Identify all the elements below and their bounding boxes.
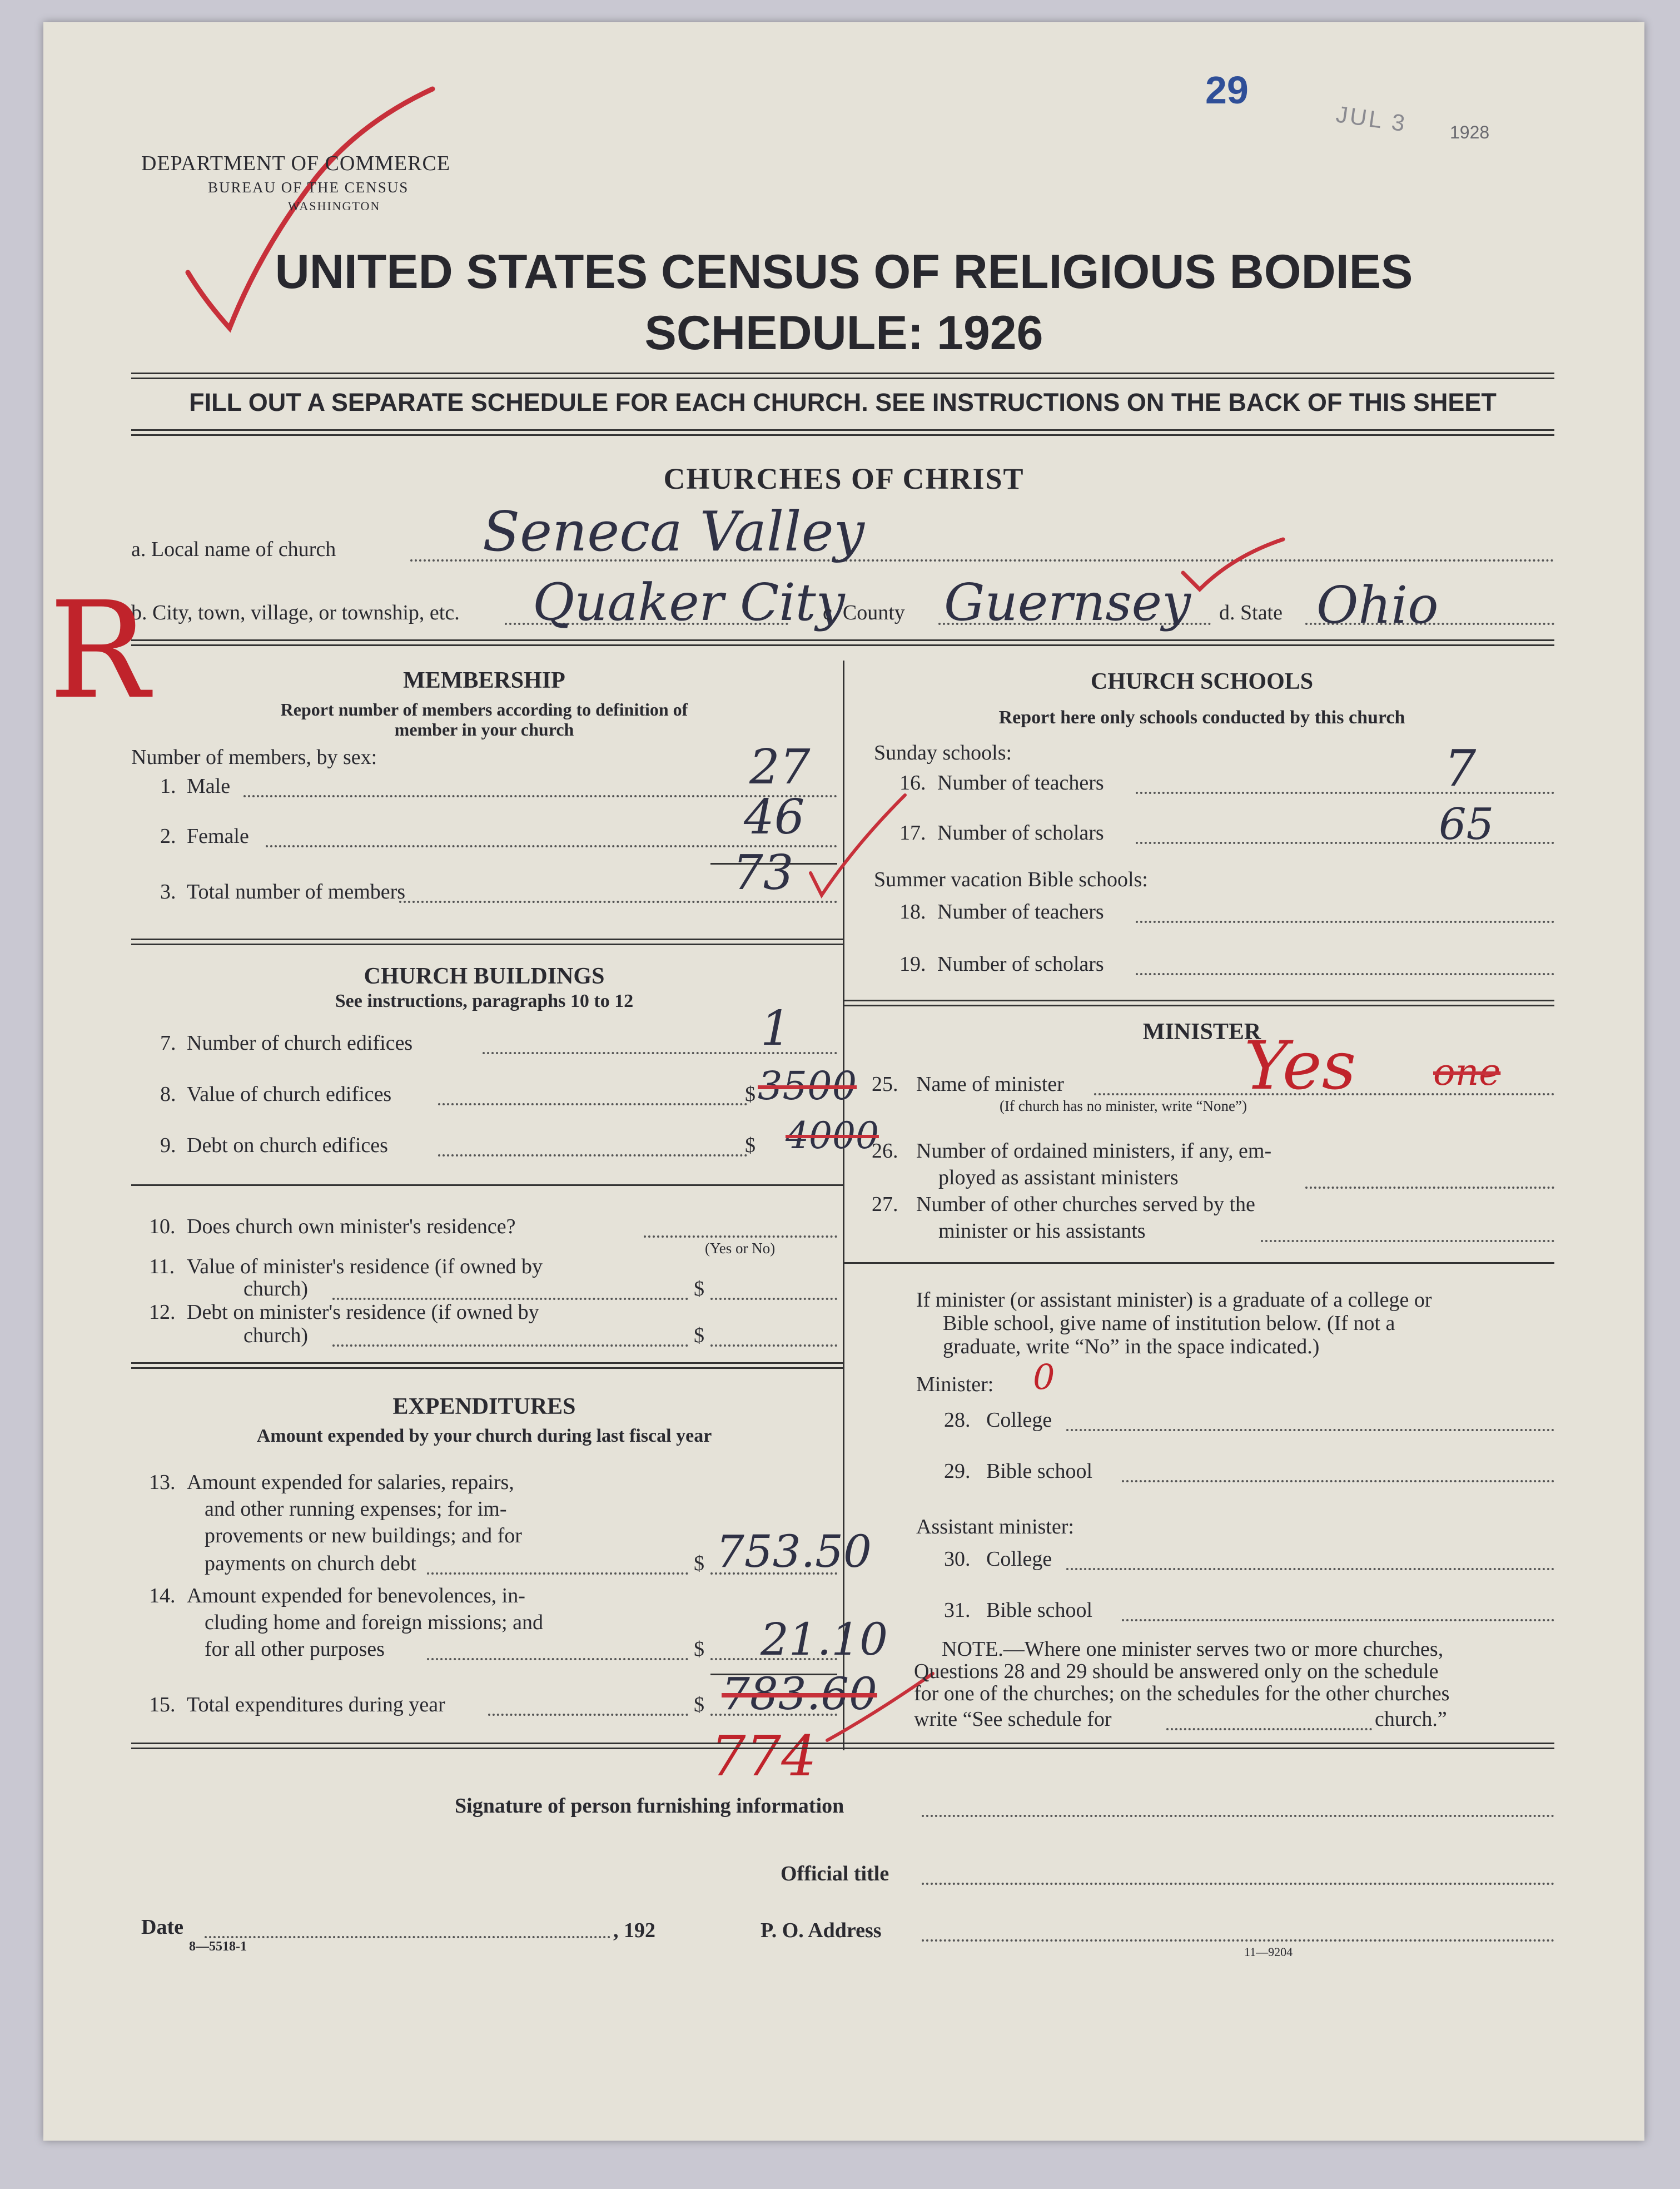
- church-city-label: b. City, town, village, or township, etc.: [131, 601, 460, 624]
- signature-label: Signature of person furnishing information: [455, 1794, 844, 1818]
- q30-line[interactable]: [1066, 1568, 1554, 1570]
- church-state-label: d. State: [1219, 601, 1283, 624]
- stamp-year: 1928: [1450, 122, 1490, 142]
- note-line-3: for one of the churches; on the schedules for the other churches: [914, 1682, 1450, 1705]
- church-state-value: Ohio: [1316, 575, 1439, 635]
- po-address-line[interactable]: [922, 1939, 1554, 1942]
- q16-value: 7: [1444, 739, 1477, 798]
- q10-line[interactable]: [644, 1235, 837, 1238]
- q26-num: 26.: [872, 1139, 898, 1163]
- schools-sub: Report here only schools conducted by this church: [998, 707, 1405, 728]
- q14-line-1: Amount expended for benevolences, in-: [187, 1584, 525, 1607]
- church-county-label: c. County: [823, 601, 905, 624]
- minister-heading: MINISTER: [1142, 1019, 1261, 1045]
- q14-num: 14.: [149, 1584, 176, 1607]
- assistant-minister-label: Assistant minister:: [916, 1515, 1074, 1538]
- edifice-debt-label: Debt on church edifices: [187, 1134, 388, 1157]
- q13-num: 13.: [149, 1471, 176, 1494]
- q11-dollar: $: [694, 1277, 704, 1301]
- q17-value: 65: [1439, 800, 1494, 850]
- q10-num: 10.: [149, 1215, 176, 1238]
- date-line[interactable]: [205, 1936, 610, 1938]
- q29-label: Bible school: [986, 1460, 1093, 1483]
- form-number: 8—5518-1: [189, 1939, 247, 1954]
- q30-label: College: [986, 1547, 1052, 1571]
- edifices-value: 1: [761, 1001, 791, 1056]
- q27-line[interactable]: [1261, 1240, 1554, 1242]
- title-rule: [131, 373, 1554, 379]
- edifice-value-num: 8.: [160, 1083, 176, 1106]
- male-value: 27: [749, 739, 811, 795]
- q27-label-2: minister or his assistants: [938, 1219, 1146, 1243]
- sunday-schools-label: Sunday schools:: [874, 741, 1012, 765]
- q14-line-2: cluding home and foreign missions; and: [205, 1611, 543, 1634]
- q10-label: Does church own minister's residence?: [187, 1215, 516, 1238]
- membership-rule: [131, 939, 843, 945]
- note-schedule-line[interactable]: [1166, 1728, 1372, 1730]
- edifices-label: Number of church edifices: [187, 1031, 413, 1055]
- official-title-label: Official title: [781, 1862, 889, 1885]
- q13-line-2: and other running expenses; for im-: [205, 1497, 507, 1521]
- membership-sub-1: Report number of members according to definition of: [280, 699, 688, 719]
- total-members-label: Total number of members: [187, 880, 406, 904]
- q19-num: 19.: [899, 952, 926, 976]
- form-schedule-year: SCHEDULE: 1926: [644, 306, 1043, 360]
- expenditures-sub: Amount expended by your church during last fiscal year: [256, 1426, 712, 1446]
- q13-line-4: payments on church debt: [205, 1552, 416, 1575]
- female-num: 2.: [160, 825, 176, 848]
- residence-rule: [131, 1362, 843, 1369]
- grad-instructions-3: graduate, write “No” in the space indicated.): [943, 1335, 1320, 1358]
- minister-label: Minister:: [916, 1373, 994, 1396]
- edifice-debt-value: 4000: [786, 1114, 879, 1157]
- grad-instructions-1: If minister (or assistant minister) is a graduate of a college or: [916, 1288, 1432, 1312]
- denomination-title: CHURCHES OF CHRIST: [663, 462, 1025, 495]
- q25-num: 25.: [872, 1073, 898, 1096]
- note-line-2: Questions 28 and 29 should be answered only on the schedule: [914, 1660, 1439, 1683]
- expenditures-heading: EXPENDITURES: [392, 1394, 576, 1419]
- note-church: church.”: [1375, 1707, 1447, 1731]
- buildings-heading: CHURCH BUILDINGS: [364, 964, 605, 989]
- date-label: Date: [141, 1915, 183, 1939]
- official-title-line[interactable]: [922, 1883, 1554, 1885]
- signature-line[interactable]: [922, 1815, 1554, 1817]
- church-county-value: Guernsey: [944, 573, 1191, 632]
- edifice-value-dollar: $: [745, 1083, 755, 1106]
- q12-label-2: church): [243, 1324, 309, 1347]
- summer-schools-label: Summer vacation Bible schools:: [874, 868, 1148, 891]
- q13-dollar: $: [694, 1552, 704, 1575]
- red-tick-county: [1177, 534, 1289, 600]
- form-title: UNITED STATES CENSUS OF RELIGIOUS BODIES: [275, 245, 1413, 299]
- edifice-value-line[interactable]: [438, 1103, 747, 1105]
- q13-value: 753.50: [716, 1526, 872, 1577]
- print-code: 11—9204: [1244, 1945, 1293, 1959]
- q14-line-3: for all other purposes: [205, 1637, 385, 1661]
- q12-label-1: Debt on minister's residence (if owned by: [187, 1301, 539, 1324]
- q16-num: 16.: [899, 771, 926, 795]
- edifice-debt-line[interactable]: [438, 1154, 747, 1156]
- q31-line[interactable]: [1122, 1619, 1554, 1621]
- q28-label: College: [986, 1408, 1052, 1432]
- q14-dollar: $: [694, 1637, 704, 1661]
- q16-label: Number of teachers: [937, 771, 1104, 795]
- q19-label: Number of scholars: [937, 952, 1104, 976]
- female-label: Female: [187, 825, 249, 848]
- red-check-members: [805, 790, 916, 912]
- minister-rule: [844, 1262, 1554, 1264]
- female-value: 46: [744, 790, 805, 845]
- q15-dollar: $: [694, 1693, 704, 1716]
- q15-num: 15.: [149, 1693, 176, 1716]
- q18-label: Number of teachers: [937, 900, 1104, 924]
- male-label: Male: [187, 775, 231, 798]
- edifice-debt-num: 9.: [160, 1134, 176, 1157]
- department-name: DEPARTMENT OF COMMERCE: [141, 152, 451, 175]
- q26-label-1: Number of ordained ministers, if any, em-: [916, 1139, 1272, 1163]
- buildings-rule: [131, 1184, 843, 1186]
- schools-heading: CHURCH SCHOOLS: [1090, 669, 1314, 694]
- edifice-debt-dollar: $: [745, 1134, 755, 1157]
- membership-heading: MEMBERSHIP: [403, 668, 565, 693]
- q25-struck-value: one: [1433, 1051, 1501, 1094]
- q27-label-1: Number of other churches served by the: [916, 1193, 1255, 1216]
- q14-value: 21.10: [761, 1614, 888, 1665]
- church-city-value: Quaker City: [533, 573, 845, 632]
- membership-sub-2: member in your church: [394, 719, 574, 739]
- note-line-1: NOTE.—Where one minister serves two or more churches,: [942, 1637, 1444, 1661]
- q25-value: Yes: [1244, 1028, 1356, 1105]
- q17-label: Number of scholars: [937, 821, 1104, 845]
- census-schedule-sheet: [43, 22, 1644, 2141]
- q14-dots: [427, 1658, 688, 1660]
- male-num: 1.: [160, 775, 176, 798]
- q17-num: 17.: [899, 821, 926, 845]
- total-members-line[interactable]: [399, 901, 837, 903]
- po-address-label: P. O. Address: [761, 1919, 882, 1942]
- instruction-banner: FILL OUT A SEPARATE SCHEDULE FOR EACH CHURCH. SEE INSTRUCTIONS ON THE BACK OF THIS SHEET: [189, 388, 1497, 416]
- q28-line[interactable]: [1066, 1429, 1554, 1431]
- q28-num: 28.: [944, 1408, 971, 1432]
- q11-label-2: church): [243, 1277, 309, 1301]
- church-id-rule: [131, 639, 1554, 646]
- q31-num: 31.: [944, 1599, 971, 1622]
- q12-dollar: $: [694, 1324, 704, 1347]
- q15-value: 783.60: [722, 1668, 877, 1720]
- edifice-value-value: 3500: [758, 1063, 857, 1109]
- church-name-label: a. Local name of church: [131, 538, 336, 561]
- q15-label: Total expenditures during year: [187, 1693, 445, 1716]
- q12-line[interactable]: [332, 1344, 688, 1347]
- q18-num: 18.: [899, 900, 926, 924]
- bottom-rule: [131, 1743, 1554, 1749]
- stamp-number: 29: [1205, 68, 1249, 112]
- q25-note: (If church has no minister, write “None”): [1000, 1098, 1247, 1114]
- banner-rule: [131, 429, 1554, 436]
- q13-line-3: provements or new buildings; and for: [205, 1524, 522, 1547]
- total-members-num: 3.: [160, 880, 176, 904]
- church-name-value: Seneca Valley: [483, 500, 864, 564]
- q25-label: Name of minister: [916, 1073, 1064, 1096]
- q13-dots: [427, 1572, 688, 1575]
- schools-rule: [844, 1000, 1554, 1006]
- buildings-sub: See instructions, paragraphs 10 to 12: [335, 991, 634, 1011]
- q18-line[interactable]: [1136, 921, 1554, 923]
- q27-num: 27.: [872, 1193, 898, 1216]
- q30-num: 30.: [944, 1547, 971, 1571]
- bureau-name: BUREAU OF THE CENSUS: [208, 179, 409, 196]
- edifices-num: 7.: [160, 1031, 176, 1055]
- q15-corrected-value: 774: [710, 1724, 817, 1789]
- stamp-date: JUL 3: [1334, 101, 1409, 137]
- date-year: , 192: [613, 1919, 655, 1942]
- total-members-value: 73: [733, 845, 794, 901]
- q11-value-line[interactable]: [710, 1298, 837, 1300]
- city-name: WASHINGTON: [288, 199, 381, 213]
- margin-review-mark: R: [49, 573, 150, 728]
- q16-line[interactable]: [1136, 792, 1554, 794]
- q12-num: 12.: [149, 1301, 176, 1324]
- q12-value-line[interactable]: [710, 1344, 837, 1347]
- q19-line[interactable]: [1136, 973, 1554, 975]
- q11-label-1: Value of minister's residence (if owned by: [187, 1255, 543, 1278]
- q11-num: 11.: [149, 1255, 175, 1278]
- q13-line-1: Amount expended for salaries, repairs,: [187, 1471, 514, 1494]
- note-write: write “See schedule for: [914, 1707, 1112, 1731]
- edifice-value-label: Value of church edifices: [187, 1083, 392, 1106]
- q29-num: 29.: [944, 1460, 971, 1483]
- q31-label: Bible school: [986, 1599, 1093, 1622]
- q10-yesno-note: (Yes or No): [705, 1240, 776, 1257]
- q26-label-2: ployed as assistant ministers: [938, 1166, 1179, 1189]
- q15-dots: [488, 1714, 688, 1716]
- members-by-sex-label: Number of members, by sex:: [131, 746, 377, 769]
- q29-line[interactable]: [1122, 1480, 1554, 1482]
- minister-grad-value: 0: [1033, 1357, 1055, 1397]
- grad-instructions-2: Bible school, give name of institution below. (If not a: [943, 1312, 1395, 1335]
- q26-line[interactable]: [1305, 1187, 1554, 1189]
